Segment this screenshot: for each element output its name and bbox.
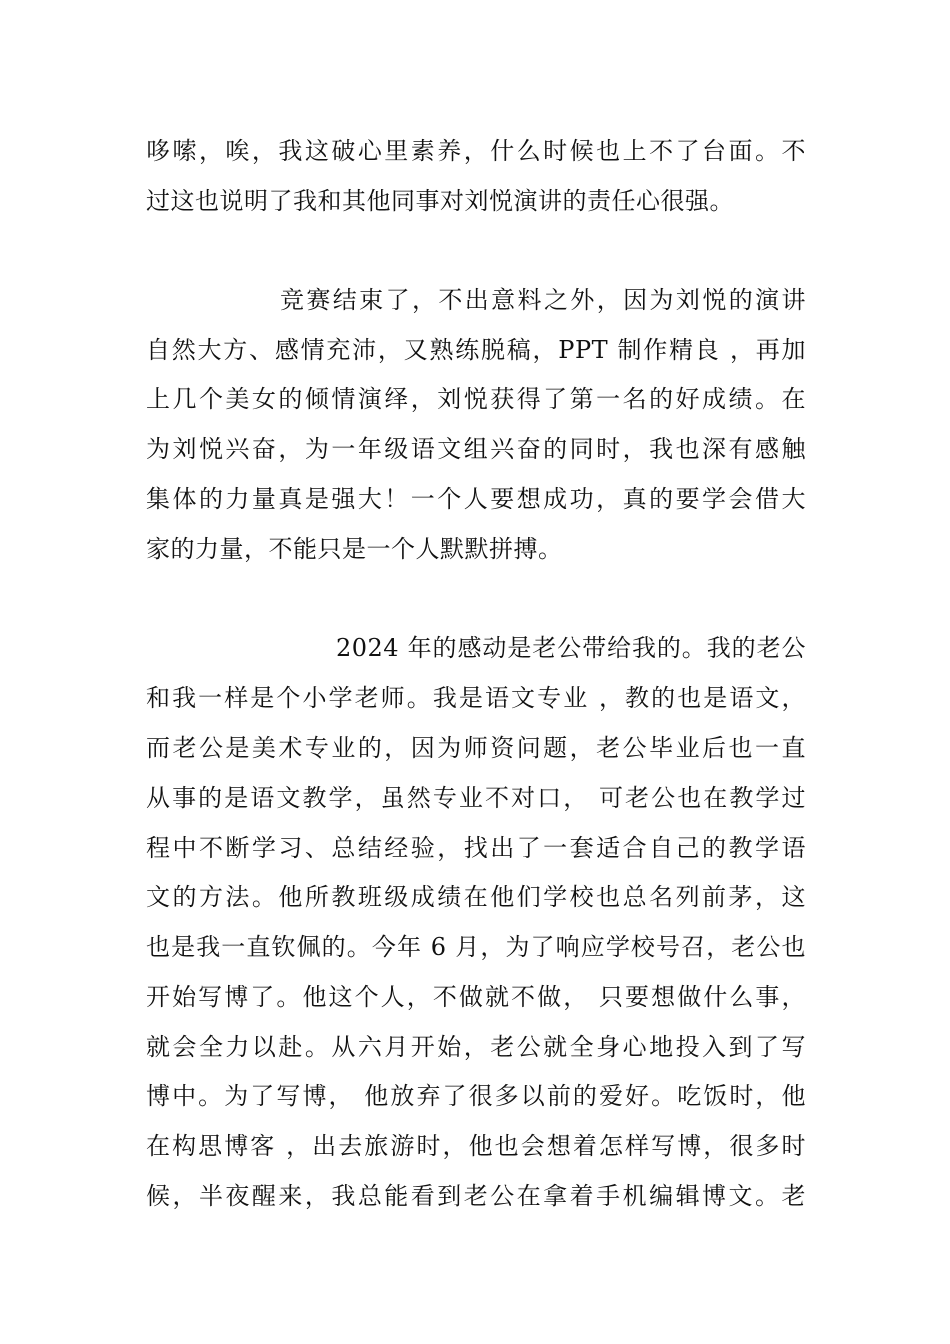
text-line: 就会全力以赴。从六月开始，老公就全身心地投入到了写 bbox=[146, 1033, 806, 1061]
text-line: 集体的力量真是强大！一个人要想成功，真的要学会借大 bbox=[146, 485, 806, 513]
text-line: 上几个美女的倾情演绎，刘悦获得了第一名的好成绩。在 bbox=[146, 385, 806, 413]
text-line: 从事的是语文教学，虽然专业不对口， 可老公也在教学过 bbox=[146, 784, 806, 812]
text-line: 候，半夜醒来，我总能看到老公在拿着手机编辑博文。老 bbox=[146, 1182, 806, 1210]
text-line: 程中不断学习、总结经验，找出了一套适合自己的教学语 bbox=[146, 834, 806, 862]
text-line: 在构思博客 ，出去旅游时，他也会想着怎样写博，很多时 bbox=[146, 1132, 806, 1160]
text-line: 而老公是美术专业的，因为师资问题，老公毕业后也一直 bbox=[146, 734, 806, 762]
text-line: 和我一样是个小学老师。我是语文专业 ，教的也是语文， bbox=[146, 684, 806, 712]
text-line: 家的力量，不能只是一个人默默拼搏。 bbox=[146, 535, 563, 563]
text-line: 过这也说明了我和其他同事对刘悦演讲的责任心很强。 bbox=[146, 187, 734, 215]
text-line: 竞赛结束了，不出意料之外，因为刘悦的演讲 bbox=[280, 286, 806, 314]
text-line: 博中。为了写博， 他放弃了很多以前的爱好。吃饭时，他 bbox=[146, 1082, 806, 1110]
text-line: 开始写博了。他这个人，不做就不做， 只要想做什么事， bbox=[146, 983, 806, 1011]
text-line: 自然大方、感情充沛，又熟练脱稿，PPT 制作精良 ，再加 bbox=[146, 336, 806, 364]
text-line: 为刘悦兴奋，为一年级语文组兴奋的同时，我也深有感触 bbox=[146, 435, 806, 463]
text-line: 哆嗦，唉，我这破心里素养，什么时候也上不了台面。不 bbox=[146, 137, 806, 165]
text-line: 2024 年的感动是老公带给我的。我的老公 bbox=[336, 634, 806, 662]
text-line: 也是我一直钦佩的。今年 6 月，为了响应学校号召，老公也 bbox=[146, 933, 806, 961]
text-line: 文的方法。他所教班级成绩在他们学校也总名列前茅，这 bbox=[146, 883, 806, 911]
